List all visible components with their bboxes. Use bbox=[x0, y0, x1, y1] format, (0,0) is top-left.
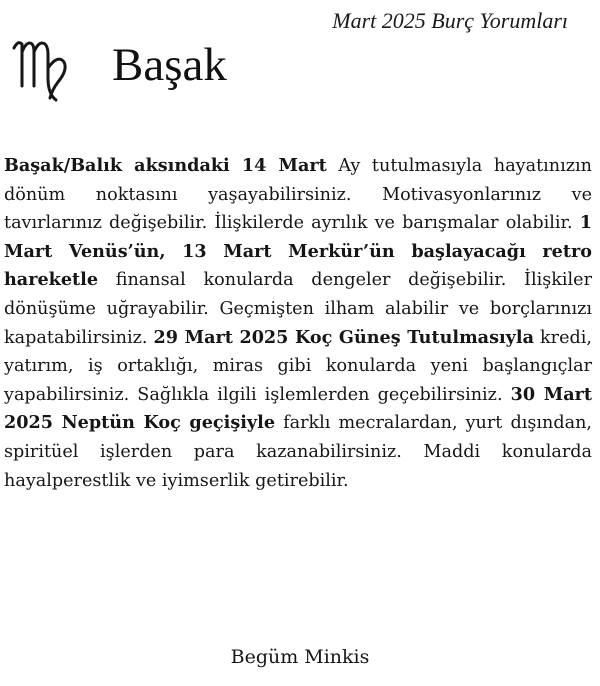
body-text: finansal konularda dengeler değişebilir. İlişkiler dönüşüme uğrayabilir. Geçmişten ilham alabilir ve borçlarınızı kapatabilirsiniz. bbox=[4, 270, 592, 348]
virgo-icon bbox=[10, 28, 80, 110]
body-text: Ay tutulmasıyla hayatınızın dönüm noktasını yaşayabilirsiniz. Motivasyonlarınız ve tavırlarınız değişebilir. İlişkilerde ayrılık ve barışmalar olabilir. bbox=[4, 156, 592, 234]
page-title: Mart 2025 Burç Yorumları bbox=[332, 8, 568, 33]
horoscope-body bbox=[4, 152, 592, 495]
body-text: kredi, yatırım, iş ortaklığı, miras gibi konularda yeni başlangıçlar yapabilirsiniz. Sağlıkla ilgili işlemlerden geçebilirsiniz. bbox=[4, 327, 592, 405]
highlight-text: 30 Mart 2025 Neptün Koç geçişiyle bbox=[4, 383, 592, 434]
highlight-text: 29 Mart 2025 Koç Güneş Tutulmasıyla bbox=[153, 326, 534, 348]
body-text: farklı mecralardan, yurt dışından, spiritüel işlerden para kazanabilirsiniz. Maddi konularda hayalperestlik ve iyimserlik getirebilir. bbox=[4, 413, 592, 491]
highlight-text: Başak/Balık aksındaki 14 Mart bbox=[4, 155, 327, 176]
sign-title: Başak bbox=[112, 39, 227, 91]
author-signature: Begüm Minkis bbox=[230, 646, 370, 668]
highlight-text: 1 Mart Venüs’ün, 13 Mart Merkür’ün başlayacağı retro hareketle bbox=[4, 212, 592, 291]
